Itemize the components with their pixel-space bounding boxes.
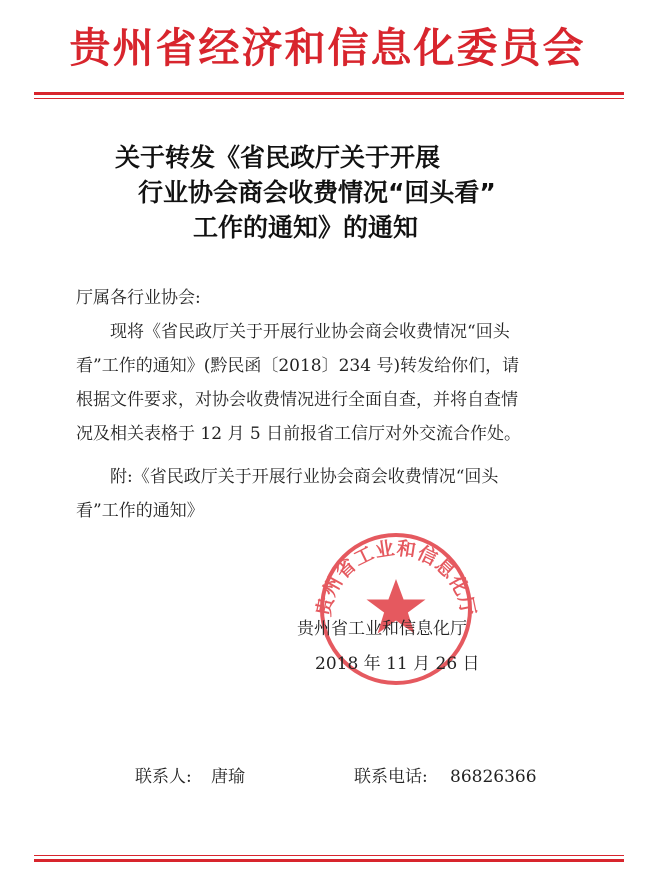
contact-phone-label: 联系电话: [354, 767, 428, 787]
body-paragraph-line-4: 况及相关表格于 12 月 5 日前报省工信厅对外交流合作处。 [76, 424, 522, 444]
document-title-line-2: 行业协会商会收费情况“回头看” [138, 178, 496, 207]
attachment-line-2: 看”工作的通知》 [76, 501, 204, 521]
contact-person-label: 联系人: [135, 767, 192, 787]
footer-rule-thin [34, 855, 624, 856]
letterhead-org-name: 贵州省经济和信息化委员会 [69, 24, 586, 72]
letterhead-rule-thin [34, 98, 624, 99]
letterhead-rule-thick [34, 92, 624, 95]
issuer-name: 贵州省工业和信息化厅 [297, 619, 467, 639]
contact-person-name: 唐瑜 [211, 767, 245, 787]
body-paragraph-line-3: 根据文件要求，对协会收费情况进行全面自查，并将自查情 [76, 390, 518, 410]
seal-text: 贵州省工业和信息化厅 [312, 537, 480, 619]
body-paragraph-line-1: 现将《省民政厅关于开展行业协会商会收费情况“回头 [110, 322, 510, 342]
footer-rule-thick [34, 859, 624, 862]
contact-phone-number: 86826366 [450, 767, 537, 787]
body-paragraph-line-2: 看”工作的通知》(黔民函〔2018〕234 号)转发给你们，请 [76, 356, 520, 376]
document-title-line-1: 关于转发《省民政厅关于开展 [115, 143, 441, 172]
salutation: 厅属各行业协会: [76, 288, 201, 308]
issue-date: 2018 年 11 月 26 日 [315, 654, 480, 674]
document-title-line-3: 工作的通知》的通知 [193, 213, 419, 242]
attachment-line-1: 附:《省民政厅关于开展行业协会商会收费情况“回头 [110, 467, 499, 487]
